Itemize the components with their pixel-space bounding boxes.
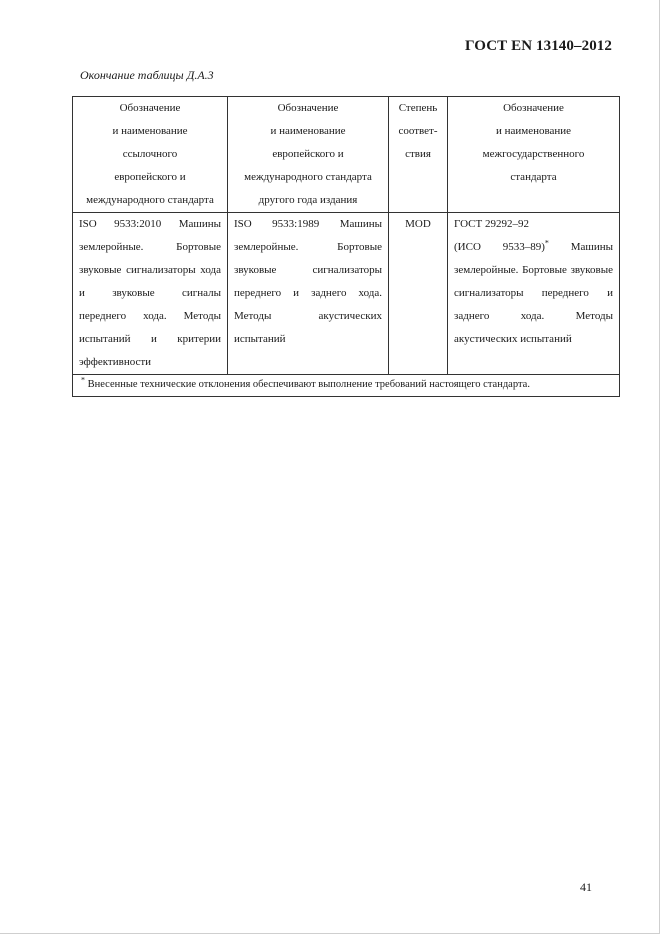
footnote-text: Внесенные технические отклонения обеспечивают выполнение требований настоящего стандарта. bbox=[87, 379, 530, 390]
cell-degree: MOD bbox=[389, 213, 448, 375]
interstate-title: Машины землеройные. Бортовые звуковые сигнализаторы переднего и заднего хода. Методы акустических испытаний bbox=[454, 241, 613, 345]
interstate-code: ГОСТ 29292–92 bbox=[454, 218, 529, 230]
cell-ref-standard: ISO 9533:2010 Машины землеройные. Бортовые звуковые сигнализаторы хода и звуковые сигналы переднего хода. Методы испытаний и критерии эффективности bbox=[73, 213, 228, 375]
footnote-marker: * bbox=[81, 375, 85, 385]
header-degree-of-correspondence bbox=[389, 97, 448, 213]
cell-other-year-standard: ISO 9533:1989 Машины землеройные. Бортовые звуковые сигнализаторы переднего и заднего хода. Методы акустических испытаний bbox=[228, 213, 389, 375]
header-interstate-standard bbox=[448, 97, 620, 213]
header-other-year-standard bbox=[228, 97, 389, 213]
table-caption: Окончание таблицы Д.А.3 bbox=[80, 68, 214, 82]
footnote-marker: * bbox=[544, 238, 549, 248]
cell-interstate-standard bbox=[448, 213, 620, 375]
header-ref-standard bbox=[73, 97, 228, 213]
table-row bbox=[73, 213, 620, 375]
header-line: и наименование bbox=[495, 125, 572, 137]
header-line: Степень bbox=[398, 102, 438, 114]
header-line: стандарта bbox=[510, 171, 557, 183]
header-line: европейского и bbox=[272, 148, 344, 160]
table-header-row bbox=[73, 97, 620, 213]
header-line: Обозначение bbox=[119, 102, 181, 114]
header-line: соответ- bbox=[398, 125, 438, 137]
header-line: Обозначение bbox=[277, 102, 339, 114]
table-footnote bbox=[73, 375, 620, 397]
header-line: европейского и bbox=[114, 171, 186, 183]
interstate-iso: (ИСО 9533–89) bbox=[454, 241, 545, 253]
document-header-code: ГОСТ EN 13140–2012 bbox=[465, 38, 612, 54]
header-line: международного стандарта bbox=[244, 171, 372, 183]
footnote-row bbox=[73, 375, 620, 397]
standards-concordance-table bbox=[72, 96, 620, 397]
header-line: ссылочного bbox=[122, 148, 178, 160]
page-number: 41 bbox=[580, 880, 592, 894]
header-line: и наименование bbox=[112, 125, 188, 137]
header-line: ствия bbox=[405, 148, 431, 160]
header-line: межгосударственного bbox=[482, 148, 585, 160]
header-line: международного стандарта bbox=[86, 194, 214, 206]
header-line: другого года издания bbox=[258, 194, 358, 206]
header-line: Обозначение bbox=[503, 102, 564, 114]
header-line: и наименование bbox=[270, 125, 346, 137]
